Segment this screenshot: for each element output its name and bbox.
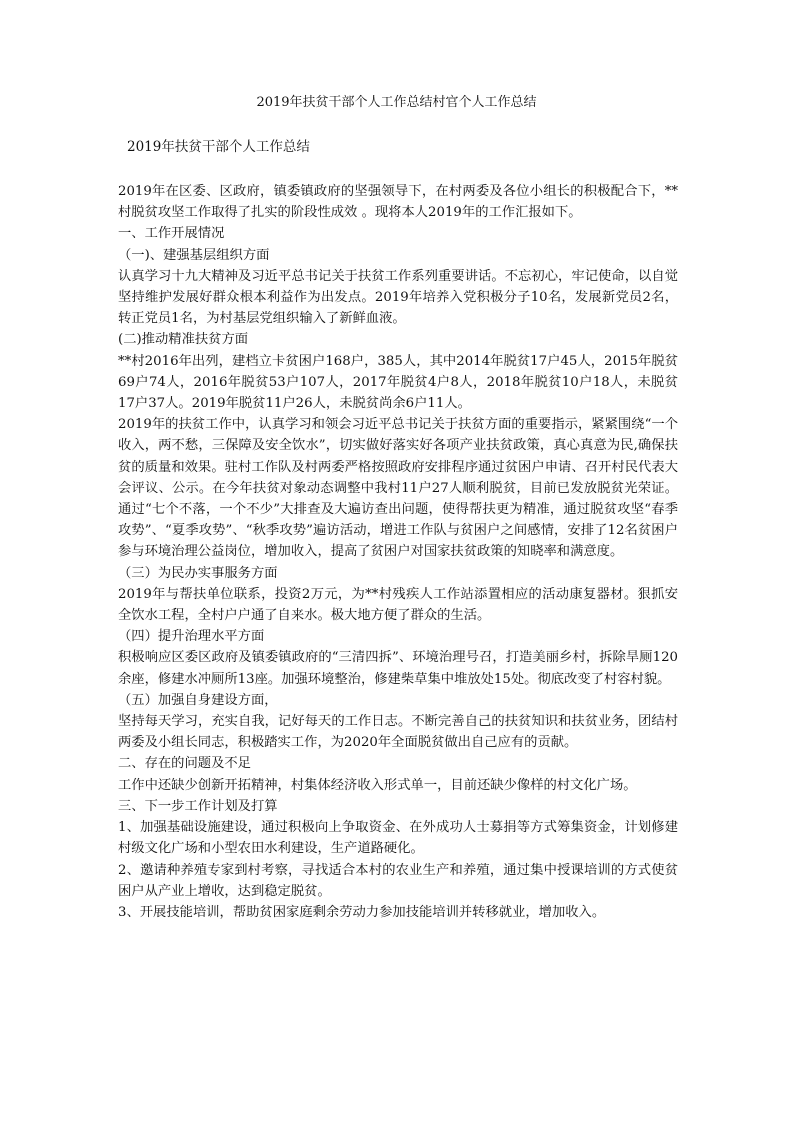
subsection-heading-governance: （四）提升治理水平方面 — [118, 629, 265, 645]
section-heading-work-progress: 一、工作开展情况 — [118, 226, 225, 242]
paragraph-problems: 工作中还缺少创新开拓精神，村集体经济收入形式单一，目前还缺少像样的村文化广场。 — [118, 777, 637, 793]
subsection-heading-organization: （一)、建强基层组织方面 — [118, 247, 270, 263]
subsection-heading-self-development: （五）加强自身建设方面， — [118, 692, 278, 708]
document-body — [118, 181, 678, 923]
paragraph-poverty-statistics: **村2016年出列，建档立卡贫困户168户，385人，其中2014年脱贫17户45人，2015年脱贫69户74人，2016年脱贫53户107人，2017年脱贫4户8人，2018年脱贫10户18人，未脱贫17户37人。2019年脱贫11户26人，未脱贫尚余6户11人。 — [118, 353, 678, 412]
subsection-heading-public-service: （三）为民办实事服务方面 — [118, 565, 278, 581]
document-title: 2019年扶贫干部个人工作总结村官个人工作总结 — [256, 95, 537, 110]
list-item-plan-experts: 2、邀请种养殖专家到村考察，寻找适合本村的农业生产和养殖，通过集中授课培训的方式使贫困户从产业上增收，达到稳定脱贫。 — [118, 862, 678, 899]
list-item-plan-infrastructure: 1、加强基础设施建设，通过积极向上争取资金、在外成功人士募捐等方式筹集资金，计划修建村级文化广场和小型农田水利建设，生产道路硬化。 — [118, 820, 678, 857]
paragraph-organization: 认真学习十九大精神及习近平总书记关于扶贫工作系列重要讲话。不忘初心，牢记使命，以自觉坚持维护发展好群众根本利益作为出发点。2019年培养入党积极分子10名，发展新党员2名，转正党员1名，为村基层党组织输入了新鲜血液。 — [118, 268, 678, 327]
paragraph-self-development: 坚持每天学习，充实自我，记好每天的工作日志。不断完善自己的扶贫知识和扶贫业务，团结村两委及小组长同志，积极踏实工作，为2020年全面脱贫做出自己应有的贡献。 — [118, 714, 678, 751]
paragraph-poverty-work: 2019年的扶贫工作中，认真学习和领会习近平总书记关于扶贫方面的重要指示，紧紧围绕“一个收入，两不愁，三保障及安全饮水”，切实做好落实好各项产业扶贫政策，真心真意为民,确保扶贫的质量和效果。驻村工作队及村两委严格按照政府安排程序通过贫困户申请、召开村民代表大会评议、公示。在今年扶贫对象动态调整中我村11户27人顺利脱贫，目前已发放脱贫光荣证。通过“七个不落，一个不少”大排查及大遍访查出问题，使得帮扶更为精准，通过脱贫攻坚“春季攻势”、“夏季攻势”、“秋季攻势”遍访活动，增进工作队与贫困户之间感情，安排了12名贫困户参与环境治理公益岗位，增加收入，提高了贫困户对国家扶贫政策的知晓率和满意度。 — [118, 417, 678, 560]
paragraph-public-service: 2019年与帮扶单位联系，投资2万元，为**村残疾人工作站添置相应的活动康复器材。狠抓安全饮水工程，全村户户通了自来水。极大地方便了群众的生活。 — [118, 586, 678, 624]
section-heading-next-steps: 三、下一步工作计划及打算 — [118, 798, 278, 814]
section-heading-problems: 二、存在的问题及不足 — [118, 756, 251, 772]
document-subtitle: 2019年扶贫干部个人工作总结 — [127, 139, 310, 155]
subsection-heading-poverty-alleviation: (二)推动精准扶贫方面 — [118, 332, 249, 348]
paragraph-governance: 积极响应区委区政府及镇委镇政府的“三清四拆”、环境治理号召，打造美丽乡村，拆除旱厕120余座，修建水冲厕所13座。加强环境整治，修建柴草集中堆放处15处。彻底改变了村容村貌。 — [118, 650, 678, 687]
list-item-plan-training: 3、开展技能培训，帮助贫困家庭剩余劳动力参加技能培训并转移就业，增加收入。 — [118, 904, 606, 920]
paragraph-intro: 2019年在区委、区政府，镇委镇政府的坚强领导下，在村两委及各位小组长的积极配合下，**村脱贫攻坚工作取得了扎实的阶段性成效 。现将本人2019年的工作汇报如下。 — [118, 184, 678, 221]
